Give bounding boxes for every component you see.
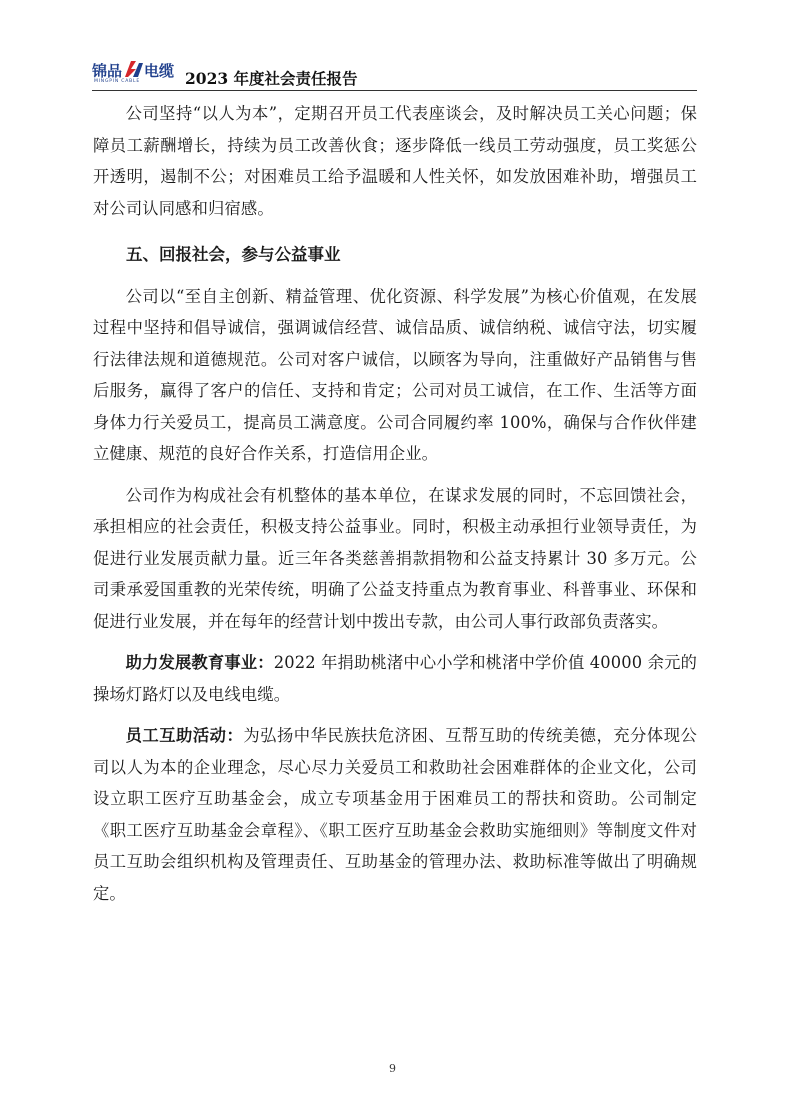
paragraph-lead-mutual-aid: 员工互助活动： [125,726,244,745]
section-title-social-return: 五、回报社会，参与公益事业 [126,245,341,264]
paragraph-education-support [93,647,697,710]
paragraph-integrity: 公司以“至自主创新、精益管理、优化资源、科学发展”为核心价值观，在发展过程中坚持和倡导诚信，强调诚信经营、诚信品质、诚信纳税、诚信守法，切实履行法律法规和道德规范。公司对客户诚信，以顾客为导向，注重做好产品销售与售后服务，赢得了客户的信任、支持和肯定；公司对员工诚信，在工作、生活等方面身体力行关爱员工，提高员工满意度。公司合同履约率 100%，确保与合作伙伴建立健康、规范的良好合作关系，打造信用企业。 [93,286,697,463]
company-logo [92,60,184,86]
header-divider [92,90,697,91]
paragraph-public-welfare: 公司作为构成社会有机整体的基本单位，在谋求发展的同时，不忘回馈社会，承担相应的社会责任，积极支持公益事业。同时，积极主动承担行业领导责任，为促进行业发展贡献力量。近三年各类慈善捐款捐物和公益支持累计 30 多万元。公司秉承爱国重教的光荣传统，明确了公益支持重点为教育事业、科普事业、环保和促进行业发展，并在每年的经营计划中拨出专款，由公司人事行政部负责落实。 [93,485,697,631]
paragraph-mutual-aid [93,720,697,909]
paragraph-text-education: 2022 年捐助桃渚中心小学和桃渚中学价值 40000 余元的操场灯路灯以及电线电缆。 [93,653,698,704]
page-body [93,98,697,909]
report-title: 2023 年度社会责任报告 [185,69,358,88]
paragraph-employee-care: 公司坚持“以人为本”，定期召开员工代表座谈会，及时解决员工关心问题；保障员工薪酬增长，持续为员工改善伙食；逐步降低一线员工劳动强度，员工奖惩公开透明，遏制不公；对困难员工给予温暖和人性关怀，如发放困难补助，增强员工对公司认同感和归宿感。 [93,104,697,218]
logo-bolt-icon [122,60,144,78]
page-header [92,56,697,98]
logo-subtitle: MINGPIN CABLE [94,79,140,84]
page-number: 9 [389,1062,396,1075]
paragraph-lead-education: 助力发展教育事业： [125,653,274,672]
paragraph-text-mutual-aid: 为弘扬中华民族扶危济困、互帮互助的传统美德，充分体现公司以人为本的企业理念，尽心尽力关爱员工和救助社会困难群体的企业文化，公司设立职工医疗互助基金会，成立专项基金用于困难员工的帮扶和资助。公司制定《职工医疗互助基金会章程》、《职工医疗互助基金会救助实施细则》等制度文件对员工互助会组织机构及管理责任、互助基金的管理办法、救助标准等做出了明确规定。 [93,726,697,903]
logo-wordmark: 锦品 电缆 [92,62,175,80]
